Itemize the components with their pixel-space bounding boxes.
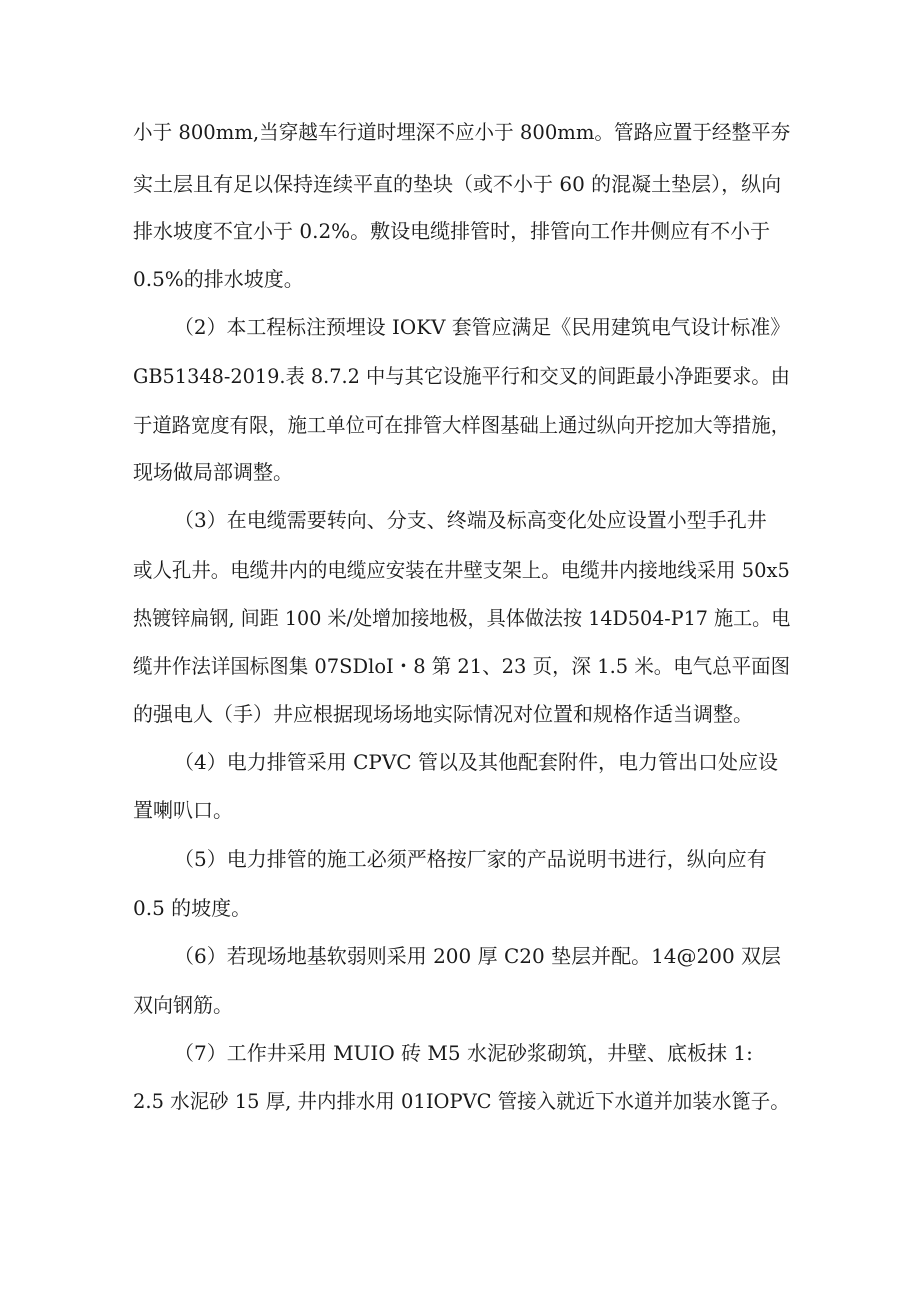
text-line: （3）在电缆需要转向、分支、终端及标高变化处应设置小型手孔井 (174, 508, 767, 532)
text-line: 置喇叭口。 (133, 798, 233, 822)
text-line: 实土层且有足以保持连续平直的垫块（或不小于 60 的混凝土垫层），纵向 (133, 172, 782, 196)
text-line: （4）电力排管采用 CPVC 管以及其他配套附件，电力管出口处应设 (174, 750, 778, 774)
text-line: 的强电人（手）井应根据现场场地实际情况对位置和规格作适当调整。 (133, 702, 753, 726)
text-line: 2.5 水泥砂 15 厚, 井内排水用 01IOPVC 管接入就近下水道并加装水篦子。 (133, 1089, 790, 1113)
text-line: （7）工作井采用 MUIO 砖 M5 水泥砂浆砌筑，井壁、底板抹 1: (174, 1041, 753, 1065)
text-line: 双向钢筋。 (133, 993, 233, 1017)
text-line: 排水坡度不宜小于 0.2%。敷设电缆排管时，排管向工作井侧应有不小于 (133, 219, 771, 243)
text-line: 缆井作法详国标图集 07SDloI・8 第 21、23 页，深 1.5 米。电气总平面图 (133, 654, 791, 678)
text-line: 0.5 的坡度。 (133, 896, 252, 920)
text-line: 小于 800mm,当穿越车行道时埋深不应小于 800mm。管路应置于经整平夯 (133, 120, 791, 144)
text-line: 现场做局部调整。 (133, 460, 293, 484)
text-line: 热镀锌扁钢, 间距 100 米/处增加接地极，具体做法按 14D504-P17 施工。电 (133, 606, 791, 630)
text-line: （5）电力排管的施工必须严格按厂家的产品说明书进行，纵向应有 (174, 847, 767, 871)
text-line: GB51348-2019.表 8.7.2 中与其它设施平行和交叉的间距最小净距要求。由 (133, 364, 790, 388)
text-line: （2）本工程标注预埋设 IOKV 套管应满足《民用建筑电气设计标准》 (174, 315, 791, 339)
text-line: 于道路宽度有限，施工单位可在排管大样图基础上通过纵向开挖加大等措施， (133, 413, 791, 437)
text-line: 0.5%的排水坡度。 (133, 267, 304, 291)
text-line: （6）若现场地基软弱则采用 200 厚 C20 垫层并配。14@200 双层 (174, 944, 782, 968)
text-line: 或人孔井。电缆井内的电缆应安装在井壁支架上。电缆井内接地线采用 50x5 (133, 558, 790, 582)
